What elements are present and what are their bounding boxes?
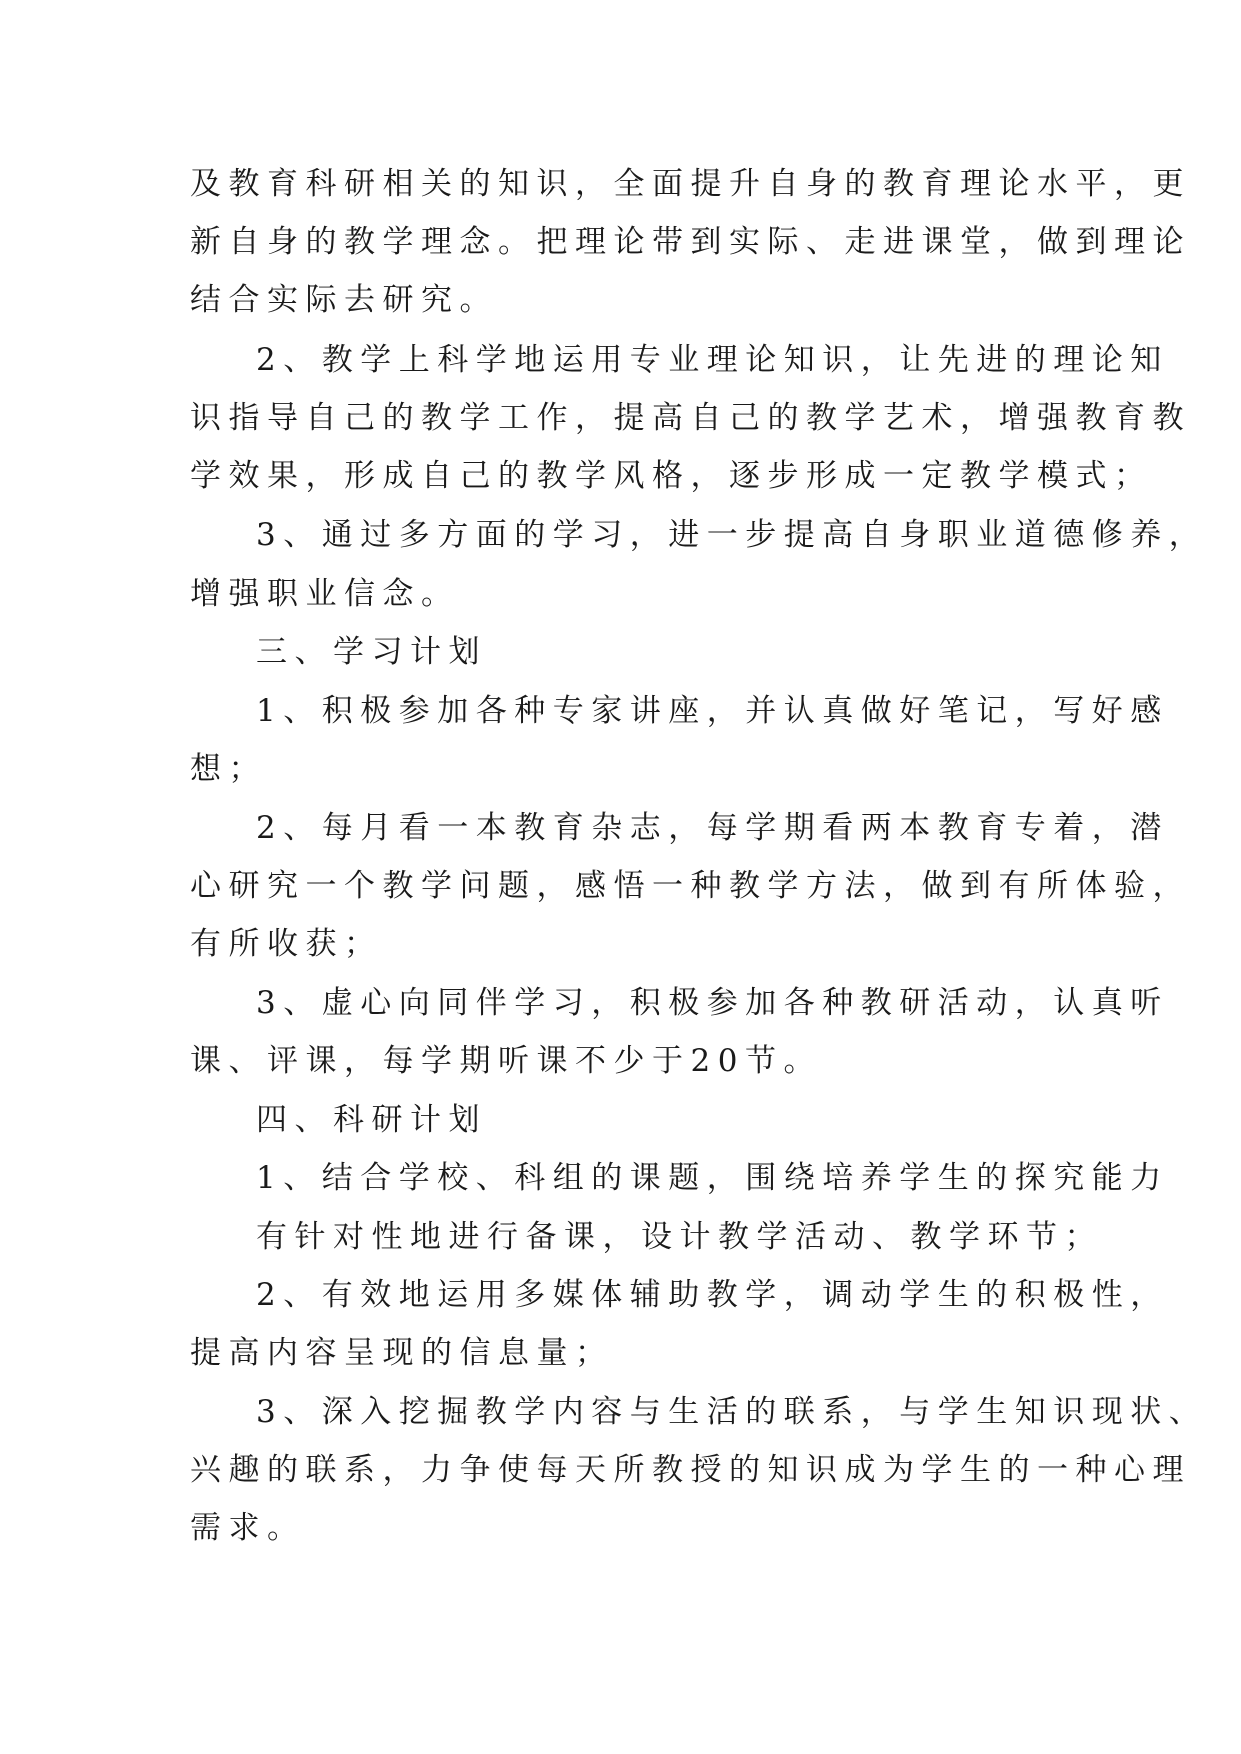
text-line: 提高内容呈现的信息量； (190, 1335, 614, 1371)
text-line: 1、积极参加各种专家讲座，并认真做好笔记，写好感 (256, 693, 1169, 729)
text-line: 识指导自己的教学工作，提高自己的教学艺术，增强教育教 (190, 400, 1191, 436)
text-line: 有所收获； (190, 926, 383, 962)
text-line: 增强职业信念。 (190, 576, 460, 612)
text-line: 想； (190, 751, 267, 787)
text-line: 1、结合学校、科组的课题，围绕培养学生的探究能力 (256, 1160, 1169, 1196)
text-line: 兴趣的联系，力争使每天所教授的知识成为学生的一种心理 (190, 1452, 1191, 1488)
text-line: 3、通过多方面的学习，进一步提高自身职业道德修养， (256, 517, 1208, 553)
text-line: 2、教学上科学地运用专业理论知识，让先进的理论知 (256, 342, 1169, 378)
text-line: 学效果，形成自己的教学风格，逐步形成一定教学模式； (190, 458, 1153, 494)
text-line: 3、深入挖掘教学内容与生活的联系，与学生知识现状、 (256, 1394, 1208, 1430)
text-line: 2、有效地运用多媒体辅助教学，调动学生的积极性， (256, 1277, 1169, 1313)
text-line: 及教育科研相关的知识，全面提升自身的教育理论水平，更 (190, 166, 1191, 202)
text-line: 新自身的教学理念。把理论带到实际、走进课堂，做到理论 (190, 224, 1191, 260)
text-line: 有针对性地进行备课，设计教学活动、教学环节； (256, 1219, 1103, 1255)
text-line: 3、虚心向同伴学习，积极参加各种教研活动，认真听 (256, 985, 1169, 1021)
text-line: 需求。 (190, 1510, 306, 1546)
text-line: 课、评课，每学期听课不少于20节。 (190, 1043, 822, 1079)
text-line: 2、每月看一本教育杂志，每学期看两本教育专着，潜 (256, 810, 1169, 846)
text-line: 结合实际去研究。 (190, 282, 498, 318)
section-heading: 四、科研计划 (256, 1102, 487, 1138)
text-line: 心研究一个教学问题，感悟一种教学方法，做到有所体验， (190, 868, 1191, 904)
section-heading: 三、学习计划 (256, 634, 487, 670)
